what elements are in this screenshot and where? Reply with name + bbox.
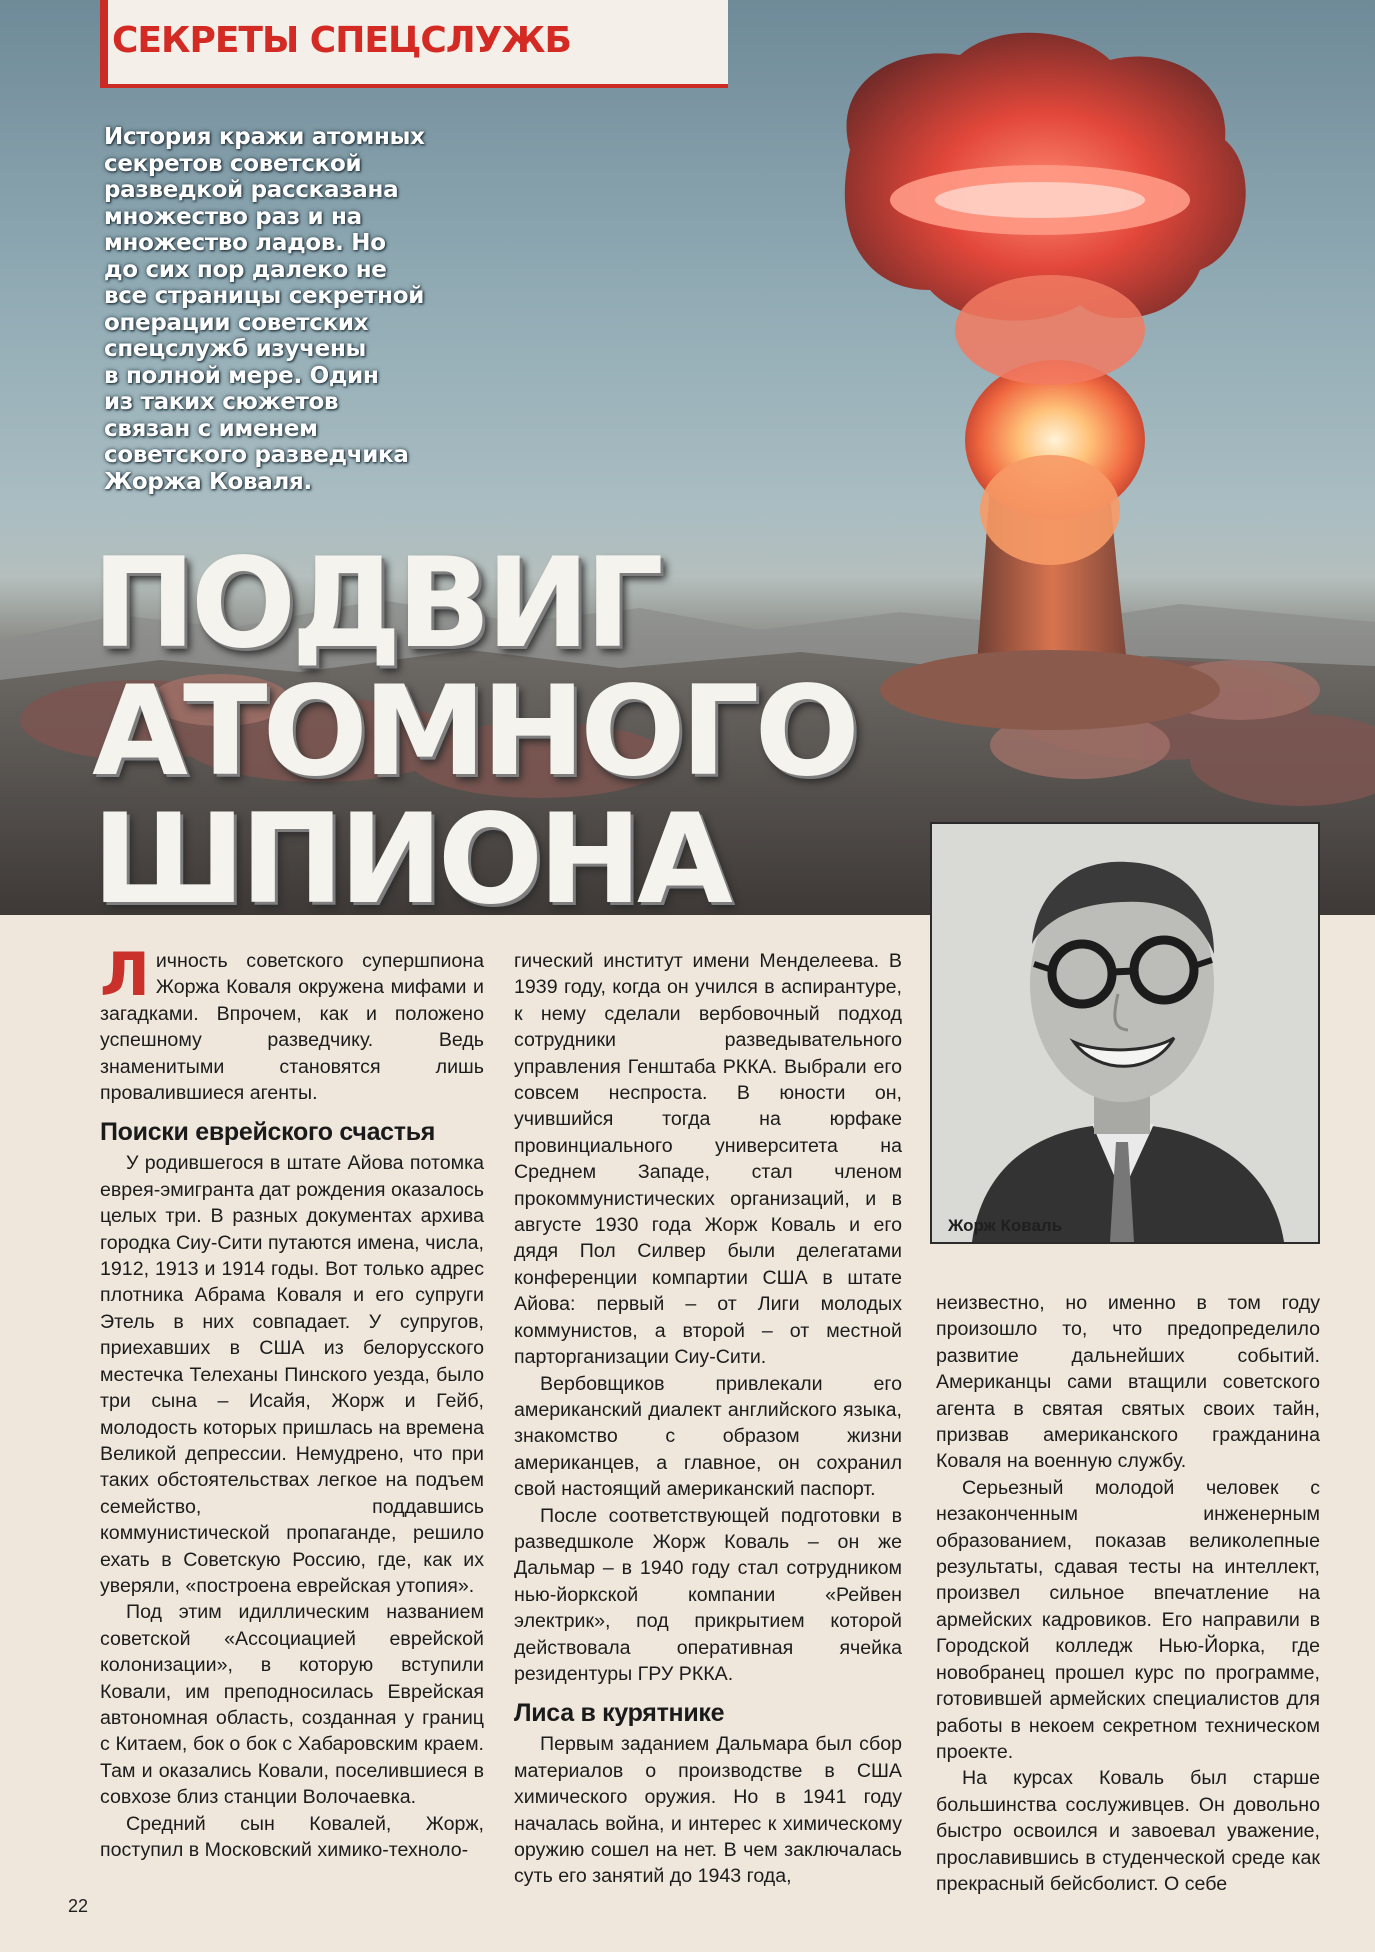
lead-line: до сих пор далеко не bbox=[104, 256, 387, 283]
paragraph: После соответствующей подготовки в разведшколе Жорж Коваль – он же Дальмар – в 1940 году стал сотрудником нью-йоркской компании «Рейвен электрик», под прикрытием которой действовала оперативная ячейка резидентуры ГРУ РККА. bbox=[514, 1504, 902, 1685]
hero-image-mushroom-cloud bbox=[0, 0, 1375, 915]
rubric-accent-stripe bbox=[100, 0, 108, 88]
paragraph: Средний сын Ковалей, Жорж, поступил в Московский химико-техноло- bbox=[100, 1812, 484, 1861]
lead-line: Жоржа Коваля. bbox=[104, 468, 312, 495]
lead-line: множество ладов. Но bbox=[104, 230, 386, 256]
section-rubric: СЕКРЕТЫ СПЕЦСЛУЖБ bbox=[112, 20, 571, 61]
paragraph: неизвестно, но именно в том году произошло то, что предопределило развитие дальнейших событий. Американцы сами втащили советского агента в святая святых своих тайн, призвав американского гражданина Коваля на военную службу. bbox=[936, 1292, 1320, 1473]
paragraph: Первым заданием Дальмара был сбор материалов о производстве в США химического оружия. Но в 1941 году началась война, и интерес к химическому оружию сошел на нет. В чем заключалась суть его занятий до 1943 года, bbox=[514, 1733, 902, 1888]
headline-line: АТОМНОГО bbox=[92, 660, 855, 804]
rubric-underline bbox=[108, 84, 728, 88]
lead-line: множество раз и на bbox=[104, 203, 362, 230]
lead-line: секретов советской bbox=[104, 150, 362, 177]
paragraph: гический институт имени Менделеева. В 1939 году, когда он учился в аспирантуре, к нему сделали вербовочный подход сотрудники разведывательного управления Генштаба РККА. Выбрали его совсем неспроста. В юности он, учившийся тогда на юрфаке провинциального университета на Среднем Западе, стал членом прокоммунистических организаций, и в августе 1930 года Жорж Коваль и его дядя Пол Силвер были делегатами конференции компартии США в штате Айова: первый – от Лиги молодых коммунистов, а второй – от местной парторганизации Сиу-Сити. bbox=[514, 950, 902, 1369]
lead-line: связан с именем bbox=[104, 415, 318, 442]
paragraph: У родившегося в штате Айова потомка еврея-эмигранта дат рождения оказалось целых три. В разных документах архива городка Сиу-Сити путаются имена, числа, 1912, 1913 и 1914 годы. Вот только адрес плотника Абрама Коваля и его супруги Этель в них совпадает. У супругов, приехавших в США из белорусского местечка Телеханы Пинского уезда, было три сына – Исайя, Жорж и Гейб, молодость которых пришлась на времена Великой депрессии. Немудрено, что при таких обстоятельствах легкое на подъем семейство, поддавшись коммунистической пропаганде, решило ехать в Советскую Россию, где, как их уверяли, «построена еврейская утопия». bbox=[100, 1152, 484, 1597]
lead-line: операции советских bbox=[104, 309, 369, 336]
paragraph: Вербовщиков привлекали его американский диалект английского языка, знакомство с образом жизни американцев, а главное, он сохранил свой настоящий американский паспорт. bbox=[514, 1372, 902, 1501]
intro-text: ичность советского супершпиона Жоржа Коваля окружена мифами и загадками. Впрочем, как и положено успешному разведчику. Ведь знаменитыми становятся лишь провалившиеся агенты. bbox=[100, 950, 484, 1105]
subheading-fox-in-henhouse: Лиса в курятнике bbox=[514, 1699, 725, 1728]
lead-line: в полной мере. Один bbox=[104, 362, 379, 389]
paragraph: На курсах Коваль был старше большинства сослуживцев. Он довольно быстро освоился и завоевал уважение, прославившись в студенческой среде как прекрасный бейсболист. О себе bbox=[936, 1767, 1320, 1895]
lead-line: разведкой рассказана bbox=[104, 177, 399, 203]
lead-line: История кражи атомных bbox=[104, 124, 425, 150]
drop-cap: Л bbox=[100, 940, 150, 1010]
subheading-jewish-happiness: Поиски еврейского счастья bbox=[100, 1118, 436, 1147]
portrait-caption: Жорж Коваль bbox=[948, 1216, 1063, 1235]
headline-line: ШПИОНА bbox=[92, 788, 728, 915]
lead-paragraph bbox=[104, 124, 434, 495]
headline-line: ПОДВИГ bbox=[92, 532, 659, 676]
paragraph: Серьезный молодой человек с незаконченным инженерным образованием, показав великолепные результаты, сдавая тесты на интеллект, произвел сильное впечатление на армейских кадровиков. Его направили в Городской колледж Нью-Йорка, где новобранец прошел курс по программе, готовившей армейских специалистов для работы в некоем секретном техническом проекте. bbox=[936, 1476, 1320, 1763]
lead-line: спецслужб изучены bbox=[104, 336, 367, 362]
article-headline bbox=[92, 532, 855, 915]
portrait-photo bbox=[930, 822, 1320, 1244]
lead-line: из таких сюжетов bbox=[104, 389, 339, 415]
paragraph: Под этим идиллическим названием советской «Ассоциацией еврейской колонизации», в которую вступили Ковали, им преподносилась Еврейская автономная область, созданная у границ с Китаем, бок о бок с Хабаровским краем. Там и оказались Ковали, поселившиеся в совхозе близ станции Волочаевка. bbox=[100, 1601, 484, 1809]
page-number: 22 bbox=[68, 1896, 89, 1916]
lead-line: советского разведчика bbox=[104, 442, 409, 468]
portrait-illustration bbox=[932, 824, 1318, 1242]
article-column-1 bbox=[100, 940, 484, 1863]
article-column-3 bbox=[936, 1290, 1320, 1897]
article-column-2 bbox=[514, 948, 902, 1890]
lead-line: все страницы секретной bbox=[104, 283, 425, 309]
